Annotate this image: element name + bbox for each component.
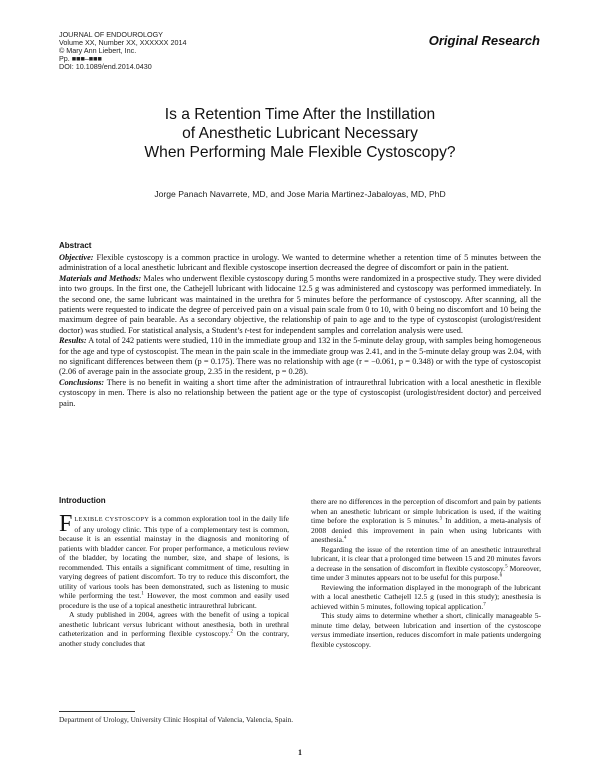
ref-2: 2 xyxy=(230,629,233,635)
page-number: 1 xyxy=(298,748,302,757)
intro-p2-c: On the contrary, another study concludes that xyxy=(59,629,289,648)
results-text: A total of 242 patients were studied, 110 in the immediate group and 132 in the 5-minute delay group, with samples being homogeneous for the age and type of cystoscopist. The mean in the pain scale in the immediate group was 2.41, and in the 5-minute delay group was 2.04, with no significant differences between them (p = 0.175). There was no relationship with age (r = −0.061, p = 0.348) or with the type of cystoscopist (2.06 of average pain in the associate group, 2.35 in the resident, p = 0.28). xyxy=(59,336,541,377)
methods-text-2: -test for independent samples and correlation analysis were used. xyxy=(247,325,463,335)
intro-r4-b: immediate insertion, reduces discomfort in male patients undergoing flexible cystoscopy. xyxy=(311,630,541,649)
intro-paragraph-4 xyxy=(311,545,541,583)
conclusions-label: Conclusions: xyxy=(59,377,105,387)
title-line-3: When Performing Male Flexible Cystoscopy? xyxy=(144,144,456,161)
methods-t: t xyxy=(244,325,248,335)
footnote-divider xyxy=(59,711,135,712)
journal-volume: Volume XX, Number XX, XXXXXX 2014 xyxy=(59,38,187,48)
intro-p2-versus: versus xyxy=(123,619,143,629)
intro-p2-a: A study published in 2004, agrees with the benefit of using a topical anesthetic lubricant xyxy=(59,610,289,629)
intro-r4-a: This study aims to determine whether a short, clinically manageable 5-minute time delay, between lubrication and insertion of the cystoscope xyxy=(311,611,541,630)
intro-paragraph-1 xyxy=(59,511,289,610)
intro-p1-end: However, the most common and easily used procedure is the use of a topical anesthetic intraurethral lubricant. xyxy=(59,591,289,610)
intro-column-right xyxy=(311,497,541,649)
ref-3: 3 xyxy=(439,516,443,522)
abstract-conclusions xyxy=(59,378,541,409)
ref-7: 7 xyxy=(483,601,486,607)
intro-paragraph-5 xyxy=(311,583,541,612)
title-line-2: of Anesthetic Lubricant Necessary xyxy=(182,125,418,142)
journal-doi: DOI: 10.1089/end.2014.0430 xyxy=(59,62,152,72)
abstract-results xyxy=(59,336,541,378)
section-type-label: Original Research xyxy=(428,33,540,48)
intro-r2-b: Moreover, time under 3 minutes appears not to be useful for this purpose. xyxy=(311,563,541,582)
intro-paragraph-3 xyxy=(311,497,541,545)
intro-r1-a: there are no differences in the perception of discomfort and pain by patients when an anesthetic lubricant or simple lubrication is used, if the waiting time before the exploration is 5 minutes. xyxy=(311,497,541,525)
intro-smallcaps: LEXIBLE CYSTOSCOPY xyxy=(74,516,150,523)
intro-paragraph-6 xyxy=(311,611,541,649)
abstract-objective xyxy=(59,253,541,274)
ref-6: 6 xyxy=(499,573,503,579)
methods-label: Materials and Methods: xyxy=(59,273,142,283)
journal-copyright: © Mary Ann Liebert, Inc. xyxy=(59,46,137,56)
ref-1: 1 xyxy=(141,591,144,597)
intro-r2-a: Regarding the issue of the retention time of an anesthetic intraurethral lubricant, it is clear that a prolonged time between 15 and 20 minutes favors a decrease in the sensation of discomfort in flexible cystoscopy. xyxy=(311,544,541,573)
authors: Jorge Panach Navarrete, MD, and Jose Maria Martinez-Jabaloyas, MD, PhD xyxy=(154,189,446,199)
intro-r1-b: In addition, a meta-analysis of 2008 denied this improvement in pain when using lubricants with anesthesia. xyxy=(311,516,541,544)
intro-p1-text: is a common exploration tool in the daily life of any urology clinic. This type of a complementary test is common, because it is an essential mainstay in the diagnosis and monitoring of patients with bladder cancer. For proper performance, a meticulous review of the bladder, by locating the number, size, and shape of lesions, is recommended. This entails a significant commitment of time, resulting in varying degrees of patient discomfort. To try to reduce this discomfort, the utility of various tools has been demonstrated, such as listening to music while performing the test. xyxy=(59,514,289,600)
ref-4: 4 xyxy=(343,535,347,541)
journal-pages: Pp. ■■■–■■■ xyxy=(59,54,102,64)
journal-name: JOURNAL OF ENDOUROLOGY xyxy=(59,30,163,39)
intro-r4-versus: versus xyxy=(311,630,331,639)
intro-paragraph-2 xyxy=(59,610,289,648)
intro-r3-a: Reviewing the information displayed in the monograph of the lubricant with a local anesthetic Cathejell 12.5 g (used in this study); anesthesia is achieved within 5 minutes, following topical application. xyxy=(311,582,541,611)
abstract-body xyxy=(59,253,541,409)
affiliation: Department of Urology, University Clinic Hospital of Valencia, Valencia, Spain. xyxy=(59,715,294,724)
objective-text: Flexible cystoscopy is a common practice in urology. We wanted to determine whether a retention time of 5 minutes between the administration of a local anesthetic lubricant and flexible cystoscope insertion decreased the degree of discomfort or pain in the patient. xyxy=(59,253,541,273)
results-label: Results: xyxy=(59,336,87,346)
abstract-heading: Abstract xyxy=(59,241,92,250)
intro-column-left xyxy=(59,511,289,648)
abstract-methods xyxy=(59,274,541,336)
methods-text-1: Males who underwent flexible cystoscopy during 5 months were randomized in a prospective study. They were divided into two groups. In the first one, the Cathejell lubricant with lidocaine 12.5 g was administered and cystoscopy was performed immediately. In the second one, the same lubricant was maintained in the urethra for 5 minutes before the performance of cystoscopy. After scanning, all the patients were requested to indicate the degree of perceived pain on a visual pain scale from 0 to 10, with 0 being no discomfort and 10 being the maximum degree of pain bearable. As a secondary objective, the relationship of pain to age and to the type of cystoscopist (urologist/resident doctor) was studied. For statistical analysis, a Student’s xyxy=(59,273,541,335)
ref-5: 5 xyxy=(505,563,508,569)
drop-cap: F xyxy=(59,511,73,537)
journal-meta xyxy=(59,31,186,71)
intro-p2-b: lubricant without anesthesia, both in urethral catheterization and in performing flexible cystoscopy. xyxy=(59,619,289,638)
intro-heading: Introduction xyxy=(59,496,106,505)
article-title xyxy=(80,105,520,162)
conclusions-text: There is no benefit in waiting a short time after the administration of intraurethral lubrication with a local anesthetic in flexible cystoscopy in men. There is also no relationship between the patient age or the type of cystoscopist (urologist/resident doctor) and perceived pain. xyxy=(59,377,541,408)
objective-label: Objective: xyxy=(59,253,94,262)
title-line-1: Is a Retention Time After the Instillation xyxy=(164,106,436,123)
